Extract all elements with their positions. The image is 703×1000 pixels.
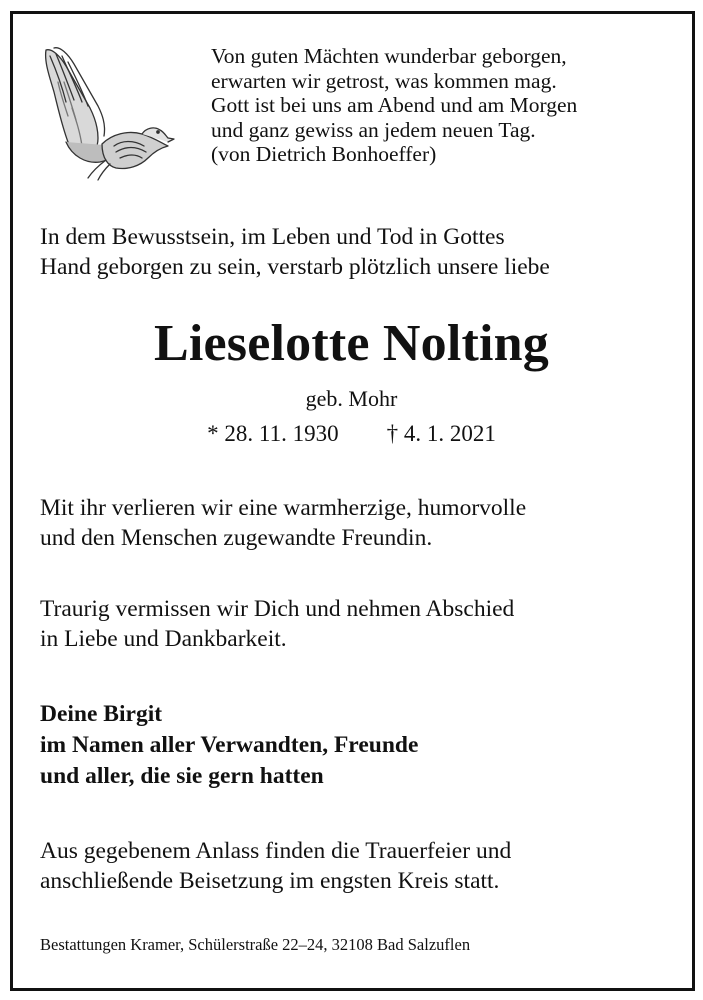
signature-line-1: Deine Birgit [40,701,163,727]
farewell-line-2: in Liebe und Dankbarkeit. [40,626,287,652]
funeral-home-footer: Bestattungen Kramer, Schülerstraße 22–24, 32108 Bad Salzuflen [40,935,471,954]
intro-line-1: In dem Bewusstsein, im Leben und Tod in Gottes [40,224,505,250]
deceased-name: Lieselotte Nolting [154,315,549,372]
poem-attribution: (von Dietrich Bonhoeffer) [211,142,437,166]
death-date: † 4. 1. 2021 [386,421,496,446]
intro-line-2: Hand geborgen zu sein, verstarb plötzlich unsere liebe [40,254,550,280]
poem-line-1: Von guten Mächten wunderbar geborgen, [211,44,567,68]
praying-hands-with-dove-icon [36,42,176,182]
intro-text [40,222,550,282]
ceremony-line-2: anschließende Beisetzung im engsten Kreis statt. [40,868,500,894]
signature-line-3: und aller, die sie gern hatten [40,763,324,789]
tribute-paragraph [40,493,526,553]
signature-block [40,699,418,792]
ceremony-line-1: Aus gegebenem Anlass finden die Trauerfeier und [40,838,512,864]
tribute-line-2: und den Menschen zugewandte Freundin. [40,525,433,551]
farewell-line-1: Traurig vermissen wir Dich und nehmen Abschied [40,596,515,622]
maiden-name: geb. Mohr [305,386,398,411]
tribute-line-1: Mit ihr verlieren wir eine warmherzige, humorvolle [40,495,527,521]
signature-line-2: im Namen aller Verwandten, Freunde [40,732,419,758]
birth-date: * 28. 11. 1930 [207,421,339,446]
poem-line-3: Gott ist bei uns am Abend und am Morgen [211,93,578,117]
poem-line-4: und ganz gewiss an jedem neuen Tag. [211,117,536,142]
bonhoeffer-poem [211,44,577,167]
ceremony-notice [40,836,511,896]
poem-line-2: erwarten wir getrost, was kommen mag. [211,68,557,93]
life-dates [0,421,703,447]
farewell-paragraph [40,594,514,654]
